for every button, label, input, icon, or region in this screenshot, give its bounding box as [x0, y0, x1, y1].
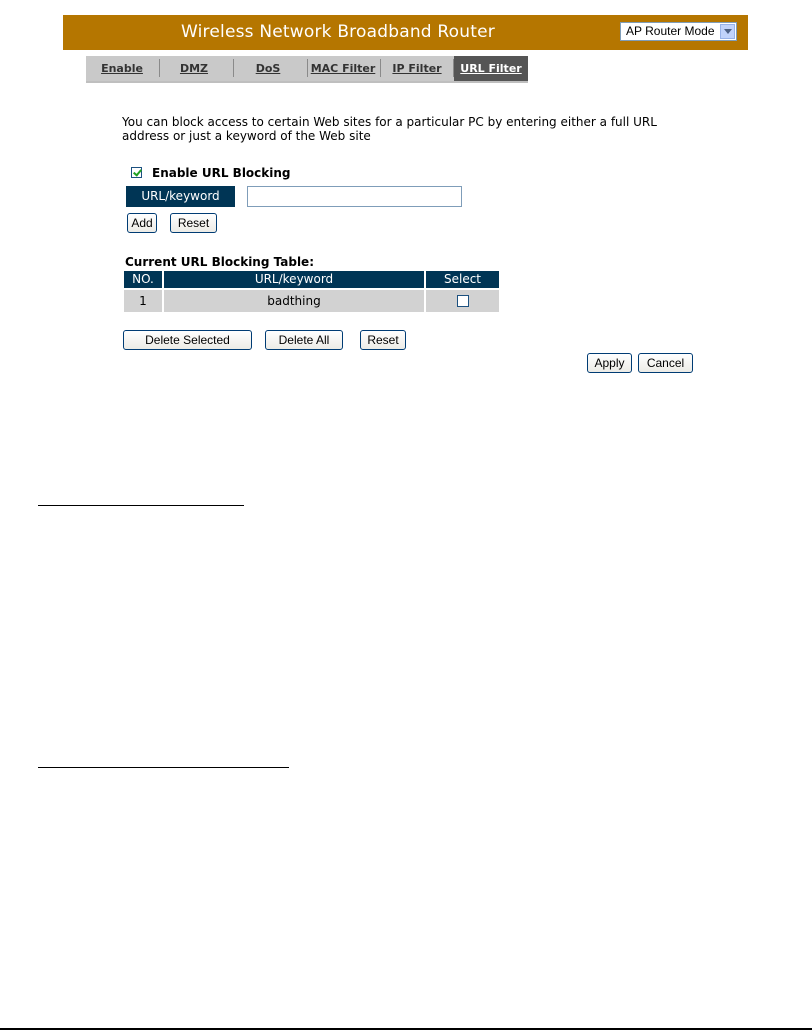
tab-dos[interactable]: DoS — [255, 62, 281, 75]
tab-bar — [86, 56, 528, 81]
reset-table-button[interactable]: Reset — [360, 330, 406, 350]
page-title: Wireless Network Broadband Router — [181, 22, 495, 42]
section-rule — [38, 767, 289, 768]
table-cell-select — [426, 290, 499, 312]
tab-url-filter[interactable]: URL Filter — [454, 56, 528, 81]
page-bottom-rule — [0, 1028, 812, 1030]
url-keyword-label: URL/keyword — [126, 186, 235, 207]
mode-select-value: AP Router Mode — [626, 24, 715, 38]
tab-mac-filter[interactable]: MAC Filter — [310, 62, 376, 75]
delete-selected-button[interactable]: Delete Selected — [123, 330, 252, 350]
page-description: You can block access to certain Web sites for a particular PC by entering either a full URL address or just a keyword of the Web site — [122, 115, 657, 143]
mode-select[interactable] — [620, 22, 737, 41]
table-header-no: NO. — [124, 271, 162, 288]
header-bar — [63, 15, 748, 50]
table-header-keyword: URL/keyword — [164, 271, 424, 288]
tab-ip-filter[interactable]: IP Filter — [392, 62, 442, 75]
row-select-checkbox[interactable] — [457, 295, 469, 307]
tab-bar-shadow — [86, 81, 528, 83]
tab-divider — [233, 59, 234, 77]
url-keyword-input[interactable] — [247, 186, 462, 207]
cancel-button[interactable]: Cancel — [638, 353, 693, 373]
delete-all-button[interactable]: Delete All — [265, 330, 343, 350]
table-title: Current URL Blocking Table: — [125, 255, 314, 269]
enable-url-blocking-label: Enable URL Blocking — [152, 166, 291, 180]
tab-dmz[interactable]: DMZ — [179, 62, 209, 75]
tab-divider — [380, 59, 381, 77]
apply-button[interactable]: Apply — [587, 353, 632, 373]
table-cell-keyword: badthing — [164, 290, 424, 312]
section-rule — [38, 505, 244, 506]
table-cell-no: 1 — [124, 290, 162, 312]
tab-divider — [159, 59, 160, 77]
table-header-select: Select — [426, 271, 499, 288]
add-button[interactable]: Add — [127, 213, 157, 233]
enable-url-blocking-checkbox[interactable] — [131, 167, 142, 178]
chevron-down-icon[interactable] — [720, 24, 735, 39]
tab-enable[interactable]: Enable — [101, 62, 143, 75]
reset-form-button[interactable]: Reset — [170, 213, 217, 233]
